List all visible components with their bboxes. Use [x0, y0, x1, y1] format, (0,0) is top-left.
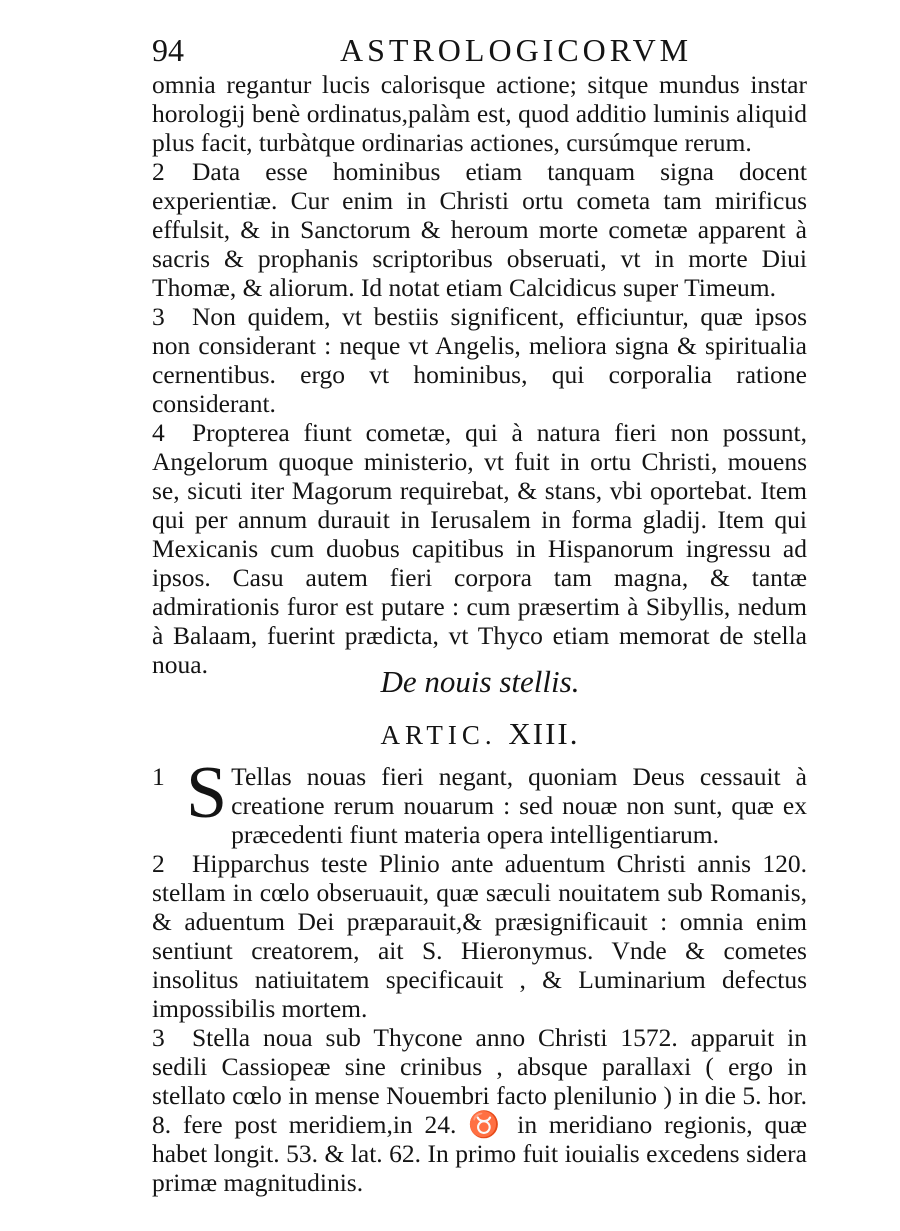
paragraph-text: Non quidem, vt bestiis significent, efficiuntur, quæ ipsos non considerant : neque vt Angelis, meliora signa & spiritualia cernentibus. ergo vt hominibus, qui corporalia ratione considerant. — [152, 302, 807, 418]
top-text-block — [152, 70, 807, 679]
paragraph-text: Stella noua sub Thycone anno Christi 1572. apparuit in sedili Cassiopeæ sine crinibus , absque parallaxi ( ergo in stellato cœlo in mense Nouembri facto plenilunio ) in die 5. hor. 8. fere post meridiem,in 24. ♉ in meridiano regionis, quæ habet longit. 53. & lat. 62. In primo fuit iouialis excedens sidera primæ magnitudinis. — [152, 1023, 807, 1197]
bottom-text-block — [152, 752, 807, 1197]
paragraph-number: 1 — [152, 762, 165, 791]
paragraph-3-article — [152, 1023, 807, 1197]
paragraph-4 — [152, 418, 807, 679]
article-label: ARTIC. — [380, 720, 497, 750]
paragraph-continuation — [152, 70, 807, 157]
paragraph-2 — [152, 157, 807, 302]
paragraph-number: 4 — [152, 418, 165, 447]
paragraph-text: omnia regantur lucis calorisque actione; sitque mundus instar horologij benè ordinatus,palàm est, quod additio luminis aliquid plus facit, turbàtque ordinarias actiones, cursúmque rerum. — [152, 70, 807, 157]
running-head — [150, 28, 810, 72]
paragraph-text: Tellas nouas fieri negant, quoniam Deus cessauit à creatione rerum nouarum : sed nouæ non sunt, quæ ex præcedenti fiunt materia opera intelligentiarum. — [231, 762, 807, 849]
article-heading — [150, 714, 810, 755]
paragraph-number: 2 — [152, 157, 165, 186]
paragraph-text: Hipparchus teste Plinio ante aduentum Christi annis 120. stellam in cœlo obseruauit, quæ sæculi nouitatem sub Romanis, & aduentum Dei præparauit,& præsignificauit : omnia enim sentiunt creatorem, ait S. Hieronymus. Vnde & cometes insolitus natiuitatem specificauit , & Luminarium defectus impossibilis mortem. — [152, 849, 807, 1023]
paragraph-number: 3 — [152, 1023, 165, 1052]
paragraph-text: Propterea fiunt cometæ, qui à natura fieri non possunt, Angelorum quoque ministerio, vt fuit in ortu Christi, mouens se, sicuti iter Magorum requirebat, & stans, vbi oportebat. Item qui per annum durauit in Ierusalem in forma gladij. Item qui Mexicanis cum duobus capitibus in Hispanorum ingressu ad ipsos. Casu autem fieri corpora tam magna, & tantæ admirationis furor est putare : cum præsertim à Sibyllis, nedum à Balaam, fuerint prædicta, vt Thyco etiam memorat de stella noua. — [152, 418, 807, 679]
paragraph-text: Data esse hominibus etiam tanquam signa docent experientiæ. Cur enim in Christi ortu cometa tam mirificus effulsit, & in Sanctorum & heroum morte cometæ apparent à sacris & prophanis scriptoribus obseruati, vt in morte Diui Thomæ, & aliorum. Id notat etiam Calcidicus super Timeum. — [152, 157, 807, 302]
paragraph-2-article — [152, 849, 807, 1023]
article-number: XIII. — [508, 716, 580, 751]
running-title: ASTROLOGICORVM — [340, 32, 693, 68]
section-heading: De nouis stellis. — [380, 664, 580, 699]
page-number: 94 — [152, 32, 184, 68]
paragraph-number: 2 — [152, 849, 165, 878]
paragraph-3 — [152, 302, 807, 418]
paragraph-1-article — [152, 752, 807, 849]
paragraph-number: 3 — [152, 302, 165, 331]
drop-cap: S — [186, 752, 228, 834]
